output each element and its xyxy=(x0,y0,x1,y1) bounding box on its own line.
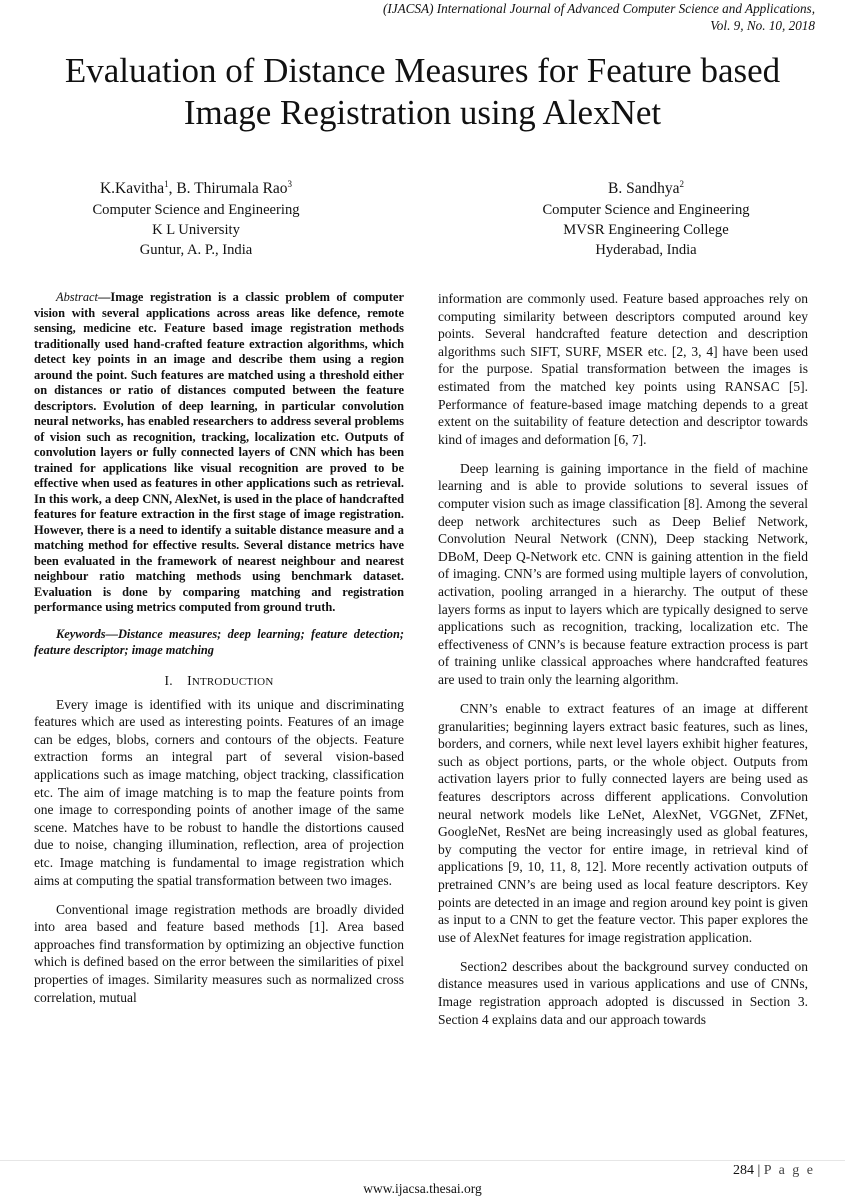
abstract xyxy=(34,290,404,616)
page-label: P a g e xyxy=(763,1163,815,1178)
paper-title xyxy=(0,50,845,134)
section-title-rest: NTRODUCTION xyxy=(191,676,274,688)
running-header xyxy=(255,0,815,34)
journal-name: (IJACSA) International Journal of Advanced Computer Science and Applications, xyxy=(382,1,815,16)
author-kavitha: K.Kavitha xyxy=(99,180,165,198)
footer-divider xyxy=(0,1160,845,1161)
author-inst-left: K L University xyxy=(152,222,240,239)
keywords-text: —Distance measures; deep learning; feature detection; feature descriptor; image matching xyxy=(34,627,404,657)
author-dept-right: Computer Science and Engineering xyxy=(542,202,750,219)
section-heading-introduction xyxy=(34,672,404,692)
author-sandhya: B. Sandhya xyxy=(608,180,680,198)
author-place-left: Guntur, A. P., India xyxy=(139,242,253,259)
journal-volume: Vol. 9, No. 10, 2018 xyxy=(710,18,815,33)
title-line-1: Evaluation of Distance Measures for Feature based xyxy=(64,51,781,90)
page-number-value: 284 xyxy=(732,1163,754,1178)
keywords xyxy=(34,627,404,658)
paragraph-paper-outline: Section2 describes about the background survey conducted on distance measures used in various applications and use of CNNs, Image registration approach adopted is discussed in Section 3. Section 4 explains data and our approach towards xyxy=(438,958,808,1027)
author-rao: , B. Thirumala Rao xyxy=(168,180,288,198)
page-number xyxy=(733,1163,815,1179)
right-column xyxy=(438,290,808,1040)
page-separator: | xyxy=(753,1163,764,1178)
abstract-label: Abstract xyxy=(56,290,98,304)
author-names-right xyxy=(496,174,796,199)
paragraph-intro-2-continued: information are commonly used. Feature based approaches rely on computing similarity between descriptors computed around key points. Several handcrafted feature detection and description algorithms such SIFT, SURF, MSER etc. [2, 3, 4] have been used for the purpose. Spatial transformation between the images is estimated from the matched key points using RANSAC [5]. Performance of feature-based image matching depends to a great extent on the suitability of feature detection and descriptor towards kind of images and deformation [6, 7]. xyxy=(438,291,808,447)
author-block-left xyxy=(46,174,346,260)
title-line-2: Image Registration using AlexNet xyxy=(183,93,662,132)
section-title-initial: I xyxy=(187,673,192,688)
affiliation-marker: 2 xyxy=(679,179,684,189)
paragraph-intro-1: Every image is identified with its unique and discriminating features which are used as interesting points. Features of an image can be edges, blobs, corners and contours of the objects. Feature extraction forms an integral part of several vision-based applications such as image matching, object tracking, classification etc. The aim of image matching is to map the feature points from one image to corresponding points of another image of the same scene. Matches have to be robust to handle the distortions caused due to noise, changing illumination, reflection, area of projection etc. Image matching is fundamental to image registration which aims at computing the spatial transformation between two images. xyxy=(34,696,404,888)
footer-url: www.ijacsa.thesai.org xyxy=(363,1181,482,1196)
author-names-left xyxy=(46,174,346,199)
paragraph-deep-learning: Deep learning is gaining importance in the field of machine learning and is able to provide solutions to several issues of computer vision such as image classification [8]. Among the several deep network architectures such as Deep Belief Network, Convolution Neural Network (CNN), Deep stacking Network, DBoM, Deep Q-Network etc. CNN is gaining attention in the field of imaging. CNN’s are formed using multiple layers of convolution, activation, pooling arranged in a hierarchy. The output of these layers forms as input to layers which are typically designed to serve applications such as recognition, tracking, localization etc. The effectiveness of CNN’s is because feature extraction process is part of training unlike classical approaches where handcrafted features are used to train only the learning algorithm. xyxy=(438,460,808,687)
keywords-label: Keywords xyxy=(56,627,106,641)
section-number: I. xyxy=(164,673,173,688)
left-column xyxy=(34,290,404,1018)
author-place-right: Hyderabad, India xyxy=(595,242,697,259)
affiliation-marker: 3 xyxy=(287,179,293,189)
paragraph-intro-2: Conventional image registration methods are broadly divided into area based and feature based methods [1]. Area based approaches find transformation by optimizing an objective function which is defined based on the error between the similarities of pixel properties of images. Similarity measures such as normalized cross correlation, mutual xyxy=(34,901,404,1005)
author-block-right xyxy=(496,174,796,260)
affiliation-marker: 1 xyxy=(164,179,169,189)
author-dept-left: Computer Science and Engineering xyxy=(92,202,300,219)
author-inst-right: MVSR Engineering College xyxy=(563,222,729,239)
abstract-text: —Image registration is a classic problem of computer vision with several applications across areas like defence, remote sensing, medicine etc. Feature based image registration methods traditionally used hand-crafted feature extraction algorithms, which detect key points in an image and describe them using a region around the point. Such features are matched using a threshold either on distances or ratio of distances computed between the feature descriptors. Evolution of deep learning, in particular convolution neural networks, has enabled researchers to address several problems of vision such as recognition, tracking, localization etc. Outputs of convolution layers or fully connected layers of CNN which has been trained for applications like visual recognition are proved to be effective when used as features in other applications such as retrieval. In this work, a deep CNN, AlexNet, is used in the place of handcrafted features for feature extraction in the first stage of image registration. However, there is a need to identify a suitable distance measure and a matching method for effective results. Several distance metrics have been evaluated in the framework of nearest neighbour and nearest neighbour ratio matching methods using benchmark dataset. Evaluation is done by comparing matching and registration performance using metrics computed from ground truth. xyxy=(34,290,404,614)
paragraph-cnn-features: CNN’s enable to extract features of an image at different granularities; beginning layers extract basic features, such as lines, borders, and corners, while next level layers exhibit higher features, such as object portions, parts, or the whole object. Outputs from activation layers prior to fully connected layers are being used as features descriptors across different applications. Convolution neural network models like LeNet, AlexNet, VGGNet, ZFNet, GoogleNet, ResNet are being increasingly used as global features, by computing the vector for entire image, in retrieval kind of applications [9, 10, 11, 8, 12]. More recently activation outputs of pretrained CNN’s are being used as local feature descriptors. Key points are detected in an image and region around key point is given as input to a CNN to get the feature vector. This paper explores the use of AlexNet features for image registration application. xyxy=(438,701,808,945)
